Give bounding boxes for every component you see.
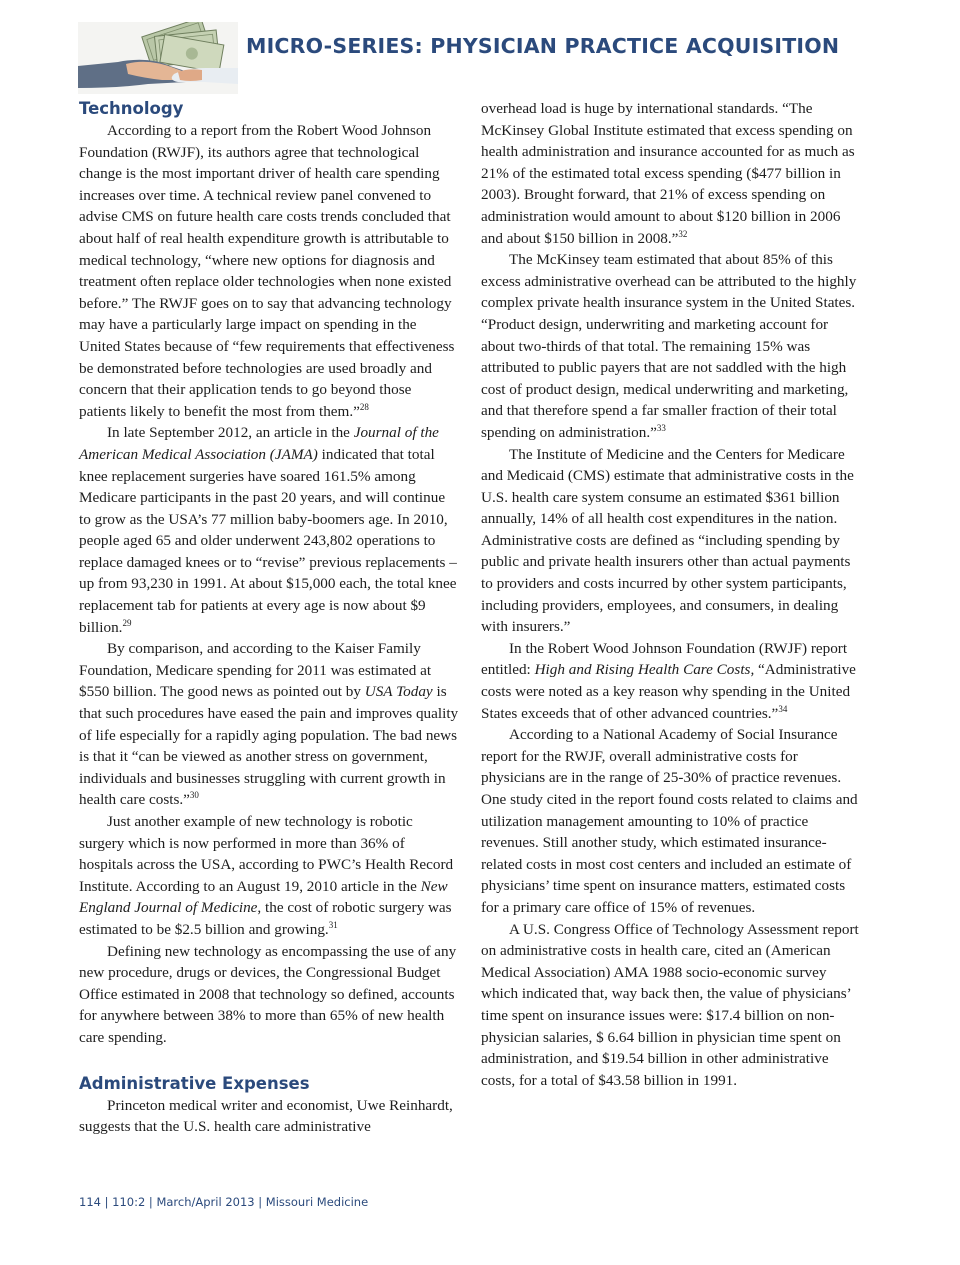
paragraph-text: According to a report from the Robert Wood Johnson Foundation (RWJF), its authors agree that technological change is the most important driver of health care spending increases over time. A technical review panel convened to advise CMS on future health care costs trends concluded that about half of real health expenditure growth is attributable to medical technology, “where new options for diagnosis and treatment often replace older technologies when none existed before.” The RWJF goes on to say that advancing technology may have a particularly large impact on spending in the United States because of “few requirements that effectiveness be demonstrated before technologies are used broadly and concern that their application tends to go beyond those patients likely to benefit the most from them.” <box>79 122 455 420</box>
paragraph-text: overhead load is huge by international standards. “The McKinsey Global Institute estimated that excess spending on health administration and insurance accounted for as much as 21% of the estimated total excess spending ($477 billion in 2003). Brought forward, that 21% of excess spending on administration would amount to about $120 billion in 2006 and about $150 billion in 2008.” <box>481 100 855 247</box>
paragraph <box>481 444 861 638</box>
paragraph-text: “Administrative costs were noted as a key reason why spending in the United States exceeds that of other advanced countries.” <box>481 661 856 722</box>
page-header <box>78 18 878 98</box>
paragraph-text: The Institute of Medicine and the Centers for Medicare and Medicaid (CMS) estimate that administrative costs in the U.S. health care system consume an estimated $361 billion annually, 14% of all health cost expenditures in the nation. Administrative costs are defined as “including spending by public and private health insurers other than actual payments to providers and costs incurred by other system participants, including providers, employees, and consumers, in dealing with insurers.” <box>481 445 854 636</box>
handshake-money-icon <box>78 22 238 94</box>
paragraph <box>79 422 460 638</box>
paragraph-text: Just another example of new technology is robotic surgery which is now performed in more than 36% of hospitals across the USA, according to PWC’s Health Record Institute. According to an August 19, 2010 article in the <box>79 813 454 895</box>
paragraph <box>481 919 861 1092</box>
publication-title: USA Today <box>364 683 433 701</box>
paragraph <box>481 724 861 918</box>
paragraph-text: In late September 2012, an article in the <box>107 424 354 442</box>
paragraph <box>481 249 861 443</box>
paragraph-text: indicated that total knee replacement surgeries have soared 161.5% among Medicare participants in the past 20 years, and will continue to grow as the USA’s 77 million baby-boomers age. In 2010, people aged 65 and older underwent 243,802 operations to replace damaged knees or to “revise” previous replacements – up from 93,230 in 1991. At about $15,000 each, the total knee replacement tab for patients at every age is now about $9 billion. <box>79 445 457 636</box>
reference-superscript: 30 <box>189 790 199 801</box>
paragraph <box>79 941 460 1049</box>
paragraph <box>79 1095 460 1138</box>
section-heading-administrative-expenses: Administrative Expenses <box>79 1073 310 1093</box>
reference-superscript: 34 <box>778 703 788 714</box>
paragraph-text: A U.S. Congress Office of Technology Assessment report on administrative costs in health care, cited an (American Medical Association) AMA 1988 socio-economic survey which indicated that, way back then, the value of physicians’ time spent on insurance issues were: $17.4 billion on non-physician salaries, $ 6.64 billion in physician time spent on administration, and $19.54 billion in other administrative costs, for a total of $43.58 billion in 1991. <box>481 920 859 1089</box>
reference-superscript: 32 <box>678 228 688 239</box>
page-footer: 114 | 110:2 | March/April 2013 | Missouri Medicine <box>79 1195 369 1209</box>
reference-superscript: 31 <box>328 919 338 930</box>
paragraph-text: The McKinsey team estimated that about 85% of this excess administrative overhead can be attributed to the highly complex private health insurance system in the United States. “Product design, underwriting and marketing account for about two-thirds of that total. The remaining 15% was attributed to public payers that are not saddled with the high cost of product design, medical underwriting and marketing, and that therefore spend a far smaller fraction of their total spending on administration.” <box>481 251 857 441</box>
paragraph-text: Defining new technology as encompassing the use of any new procedure, drugs or devices, the Congressional Budget Office estimated in 2008 that technology so defined, accounts for anywhere between 38% to more than 65% of new health care spending. <box>79 942 457 1046</box>
journal-title: Journal of the American Medical Association (JAMA) <box>79 424 439 463</box>
reference-superscript: 33 <box>656 422 666 433</box>
paragraph-text: is that such procedures have eased the pain and improves quality of life especially for a rapidly aging population. The bad news is that it “can be viewed as another stress on government, individuals and businesses struggling with current growth in health care costs.” <box>79 683 459 809</box>
paragraph <box>79 120 460 422</box>
section-heading-technology: Technology <box>79 99 184 118</box>
reference-superscript: 28 <box>359 401 369 412</box>
paragraph-text: By comparison, and according to the Kaiser Family Foundation, Medicare spending for 2011 was estimated at $550 billion. The good news as pointed out by <box>79 640 432 701</box>
paragraph <box>481 638 861 724</box>
series-title: MICRO-SERIES: PHYSICIAN PRACTICE ACQUISITION <box>246 34 840 58</box>
paragraph <box>79 638 460 811</box>
paragraph-text: , the cost of robotic surgery was estimated to be $2.5 billion and growing. <box>79 899 452 938</box>
paragraph-text: According to a National Academy of Social Insurance report for the RWJF, overall administrative costs for physicians are in the range of 25-30% of practice revenues. One study cited in the report found costs related to claims and utilization management amounting to 10% of practice revenues. Still another study, which estimated insurance-related costs in most cost centers and included an estimate of physicians’ time spent on insurance matters, estimated costs for a primary care office of 15% of revenues. <box>481 726 858 916</box>
paragraph <box>79 811 460 941</box>
left-column <box>79 98 460 1138</box>
right-column <box>481 98 861 1091</box>
reference-superscript: 29 <box>122 617 132 628</box>
report-title: High and Rising Health Care Costs, <box>534 661 755 679</box>
journal-title: New England Journal of Medicine <box>79 877 448 917</box>
paragraph-text: Princeton medical writer and economist, Uwe Reinhardt, suggests that the U.S. health care administrative <box>79 1096 453 1136</box>
paragraph <box>481 98 861 249</box>
paragraph-text: In the Robert Wood Johnson Foundation (RWJF) report entitled: <box>481 639 848 679</box>
